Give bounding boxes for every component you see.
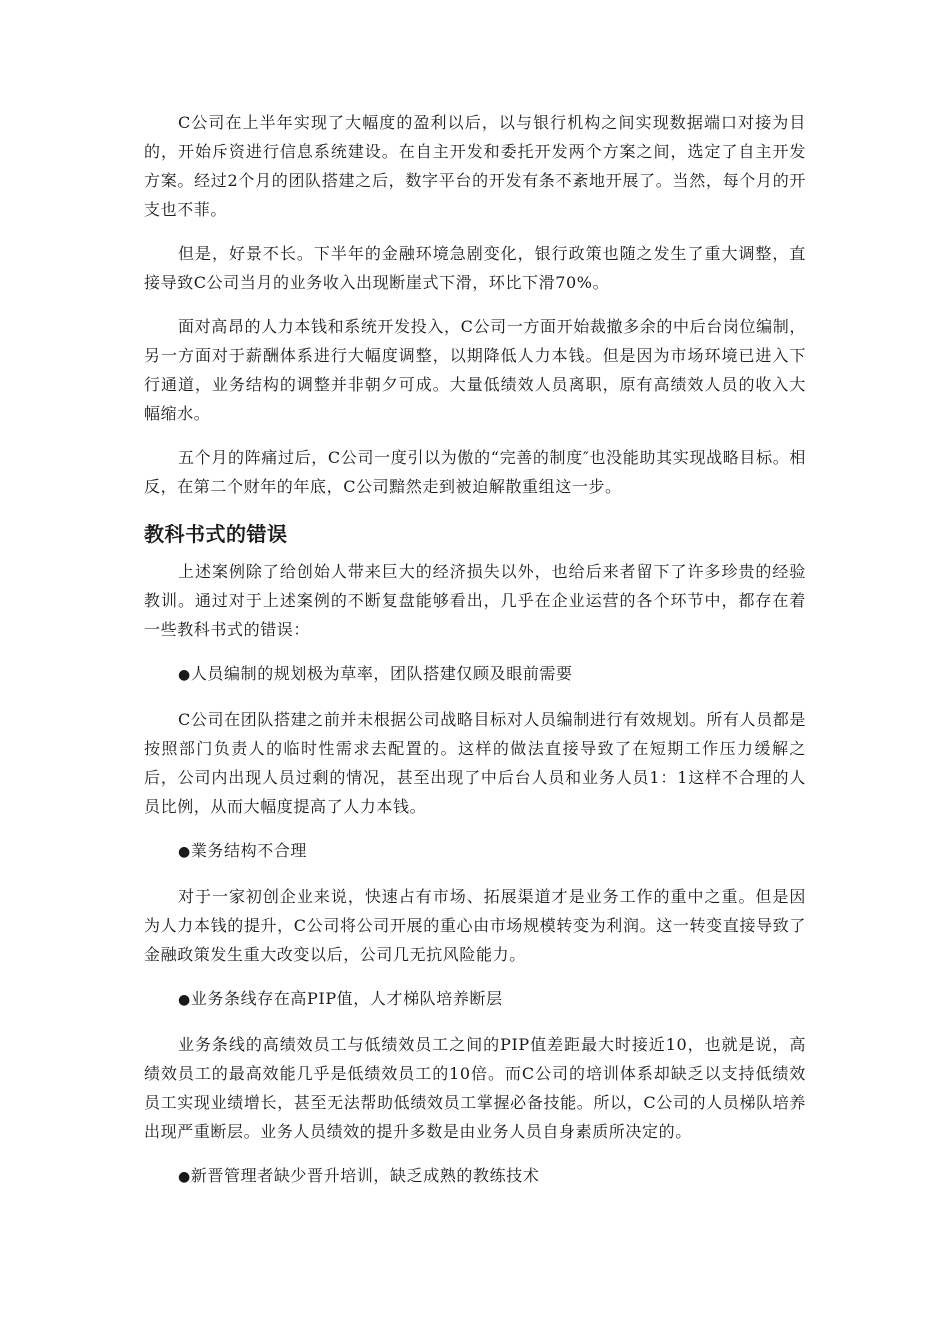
paragraph-intro-1: C公司在上半年实现了大幅度的盈利以后，以与银行机构之间实现数据端口对接为目的，开始斥资进行信息系统建设。在自主开发和委托开发两个方案之间，选定了自主开发方案。经过2个月的团队搭建之后，数字平台的开发有条不紊地开展了。当然，每个月的开支也不菲。: [144, 113, 806, 219]
paragraph-section-lead: 上述案例除了给创始人带来巨大的经济损失以外，也给后来者留下了许多珍贵的经验教训。通过对于上述案例的不断复盘能够看出，几乎在企业运营的各个环节中，都存在着一些教科书式的错误：: [144, 562, 806, 639]
paragraph-bullet-2-body: 对于一家初创企业来说，快速占有市场、拓展渠道才是业务工作的重中之重。但是因为人力本钱的提升，C公司将公司开展的重心由市场规模转变为利润。这一转变直接导致了金融政策发生重大改变以后，公司几无抗风险能力。: [144, 887, 806, 964]
bullet-item-1: [144, 659, 806, 690]
paragraph-intro-2: 但是，好景不长。下半年的金融环境急剧变化，银行政策也随之发生了重大调整，直接导致C公司当月的业务收入出现断崖式下滑，环比下滑70%。: [144, 244, 806, 292]
bullet-dot-icon: ●: [178, 992, 191, 1008]
bullet-item-3: [144, 984, 806, 1015]
document-page: [144, 108, 806, 1207]
bullet-title: 业务条线存在高PIP值，人才梯队培养断层: [190, 989, 503, 1008]
bullet-title: 人员编制的规划极为草率，团队搭建仅顾及眼前需要: [190, 664, 573, 683]
bullet-title: 新晋管理者缺少晋升培训，缺乏成熟的教练技术: [190, 1166, 540, 1185]
bullet-item-4: [144, 1161, 806, 1192]
paragraph-bullet-3-body: 业务条线的高绩效员工与低绩效员工之间的PIP值差距最大时接近10，也就是说，高绩效员工的最高效能几乎是低绩效员工的10倍。而C公司的培训体系却缺乏以支持低绩效员工实现业绩增长，甚至无法帮助低绩效员工掌握必备技能。所以，C公司的人员梯队培养出现严重断层。业务人员绩效的提升多数是由业务人员自身素质所决定的。: [144, 1035, 806, 1141]
paragraph-intro-3: 面对高昂的人力本钱和系统开发投入，C公司一方面开始裁撤多余的中后台岗位编制，另一方面对于薪酬体系进行大幅度调整，以期降低人力本钱。但是因为市场环境已进入下行通道，业务结构的调整并非朝夕可成。大量低绩效人员离职，原有高绩效人员的收入大幅缩水。: [144, 317, 806, 423]
section-heading: 教科书式的错误: [144, 522, 288, 546]
bullet-dot-icon: ●: [178, 667, 191, 683]
bullet-dot-icon: ●: [178, 1169, 191, 1185]
bullet-title: 業务结构不合理: [190, 841, 308, 860]
bullet-dot-icon: ●: [178, 844, 191, 860]
bullet-item-2: [144, 836, 806, 867]
paragraph-intro-4: 五个月的阵痛过后，C公司一度引以为傲的“完善的制度″也没能助其实现战略目标。相反，在第二个财年的年底，C公司黯然走到被迫解散重组这一步。: [144, 448, 806, 496]
paragraph-bullet-1-body: C公司在团队搭建之前并未根据公司战略目标对人员编制进行有效规划。所有人员都是按照部门负责人的临时性需求去配置的。这样的做法直接导致了在短期工作压力缓解之后，公司内出现人员过剩的情况，甚至出现了中后台人员和业务人员1：1这样不合理的人员比例，从而大幅度提高了人力本钱。: [144, 710, 806, 816]
